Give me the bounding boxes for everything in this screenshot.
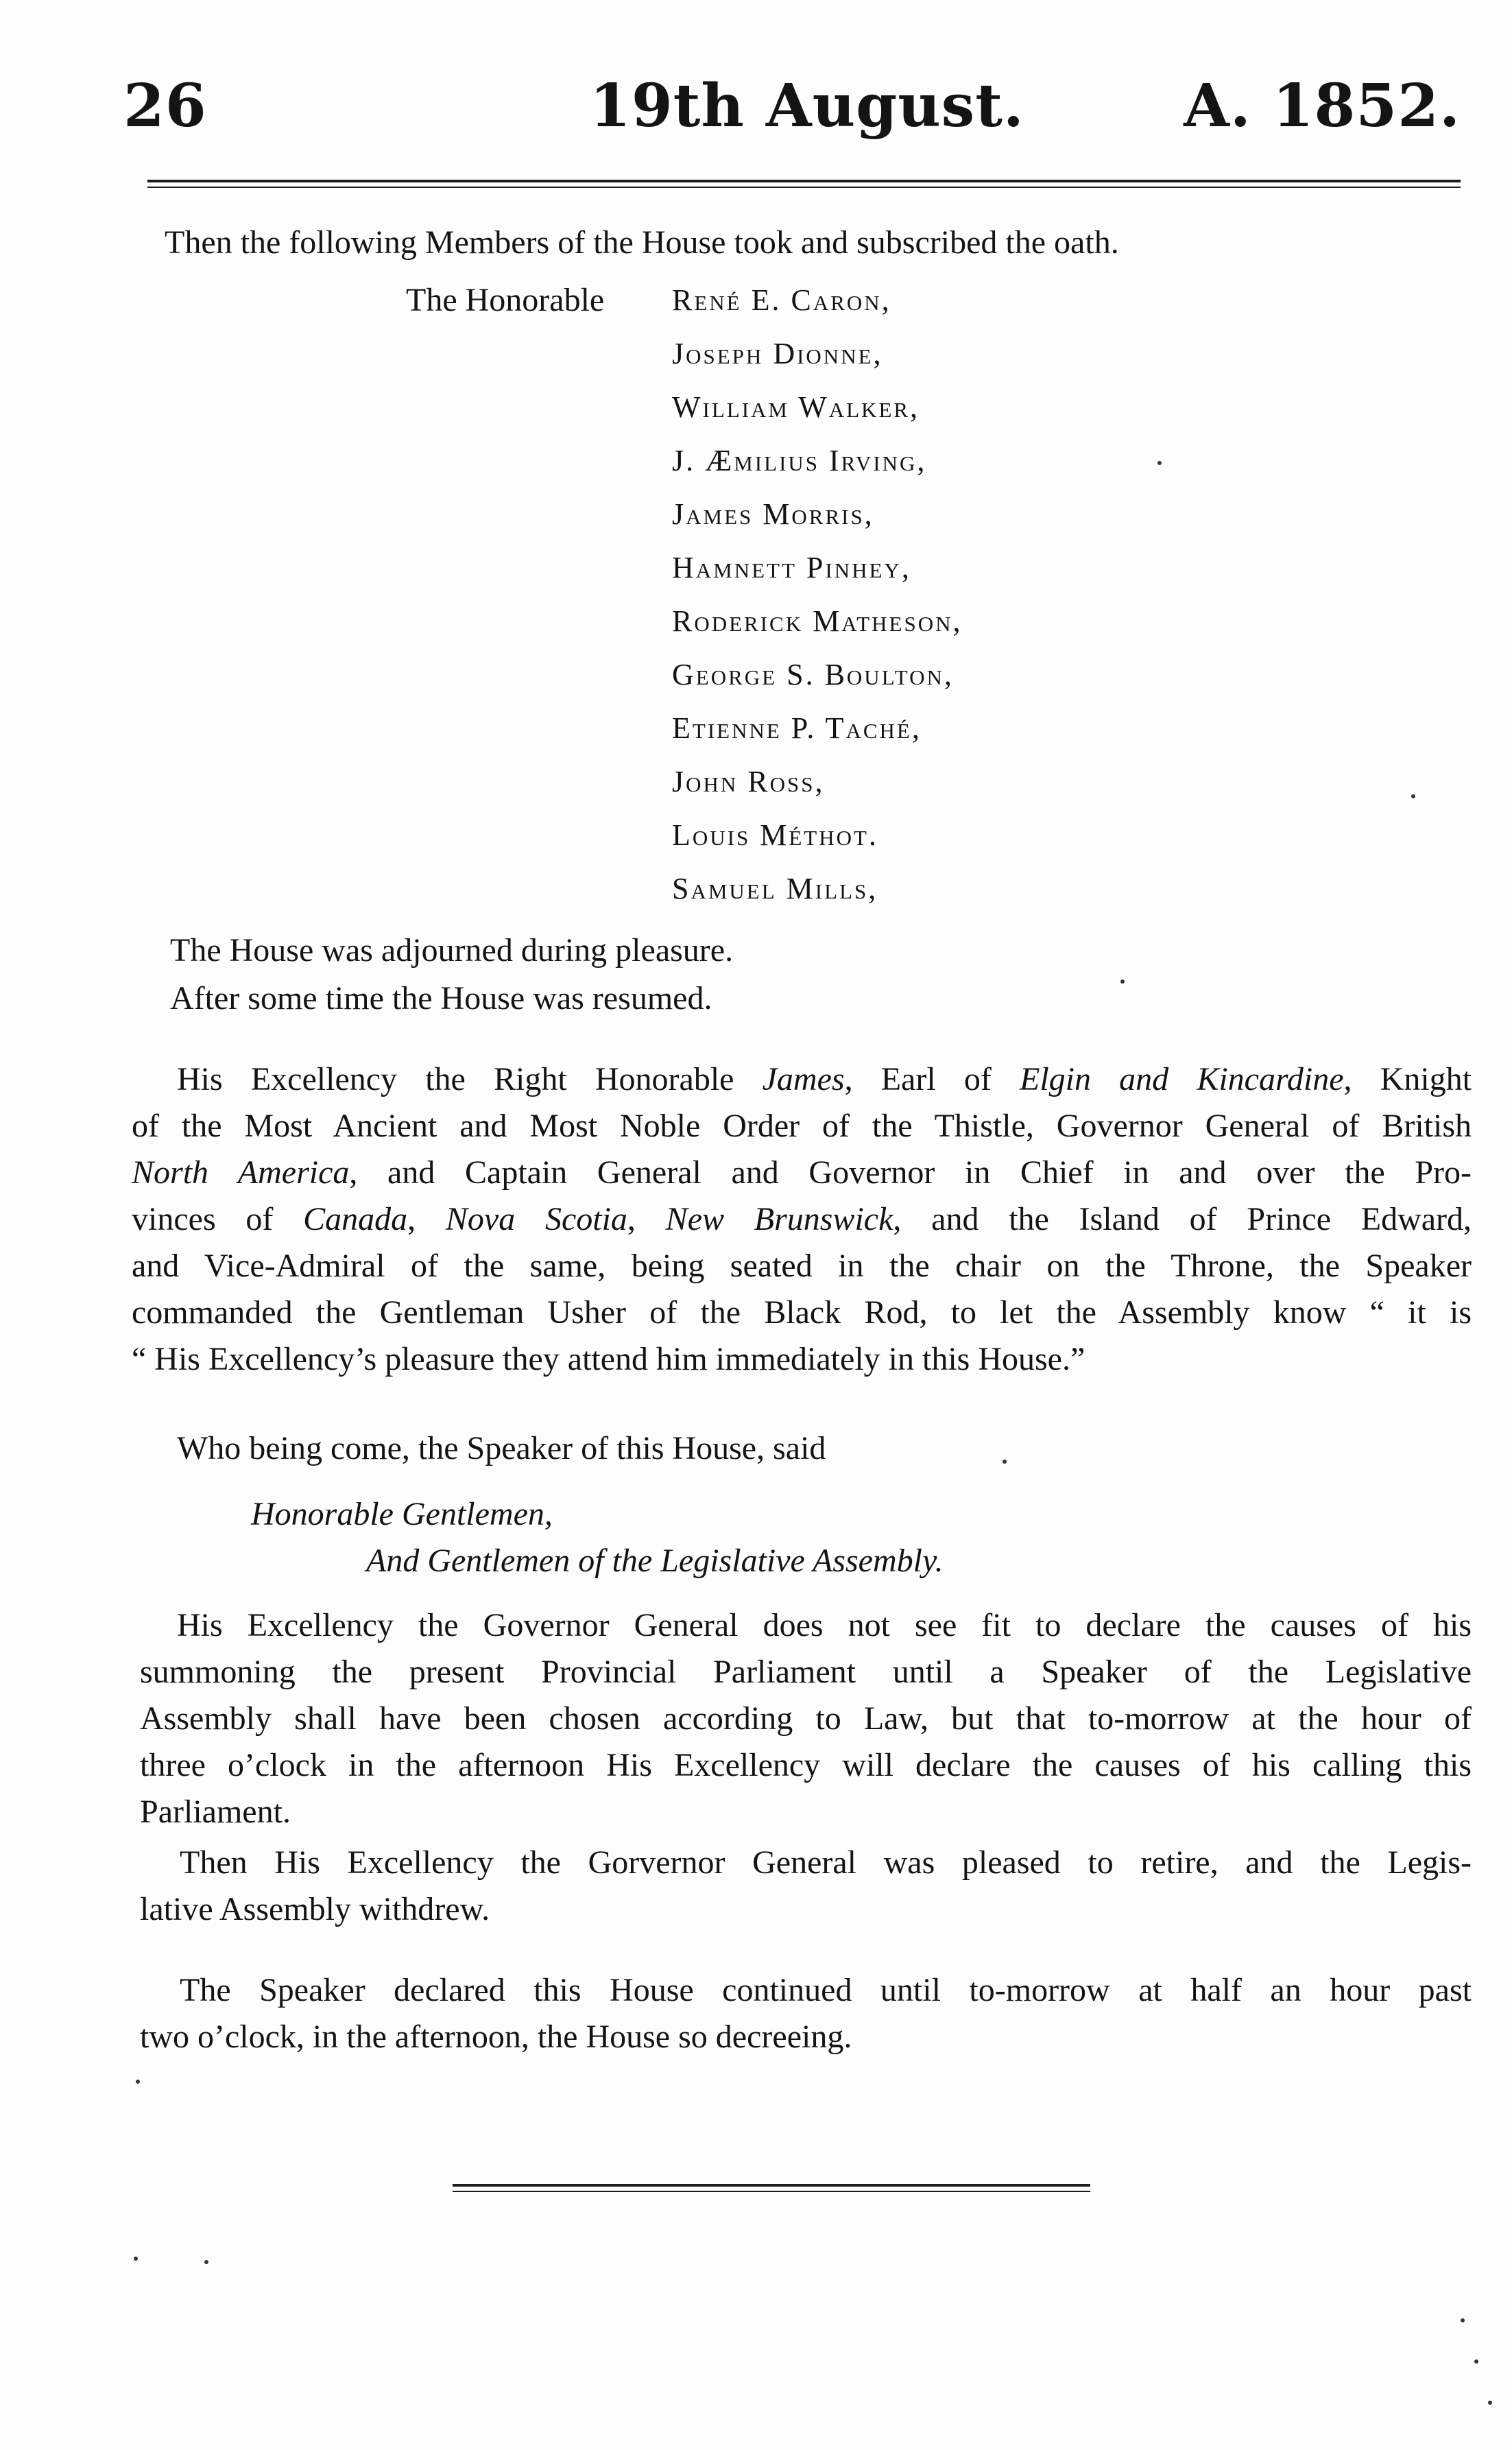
salutation-2: And Gentlemen of the Legislative Assembly. xyxy=(366,1543,944,1579)
retire-line-2: lative Assembly withdrew. xyxy=(140,1891,490,1927)
declaration-line-1: His Excellency the Governor General does not see fit to declare the causes of his xyxy=(177,1607,1472,1643)
salutation-1: Honorable Gentlemen, xyxy=(251,1496,553,1532)
scan-speck xyxy=(134,2257,138,2261)
scan-speck xyxy=(136,2080,140,2084)
member-name: Etienne P. Taché, xyxy=(672,711,922,745)
member-name: James Morris, xyxy=(672,497,874,531)
retire-line-1: Then His Excellency the Gorvernor General was pleased to retire, and the Legis- xyxy=(180,1844,1472,1881)
continued-line-1: The Speaker declared this House continued until to-morrow at half an hour past xyxy=(180,1972,1472,2008)
member-name: William Walker, xyxy=(672,390,920,424)
excellency-line-1: His Excellency the Right Honorable James, Earl of Elgin and Kincardine, Knight xyxy=(177,1061,1472,1097)
who-being-line: Who being come, the Speaker of this House, said xyxy=(177,1430,826,1466)
honorable-prefix: The Honorable xyxy=(406,282,605,318)
excellency-line-4: vinces of Canada, Nova Scotia, New Brunswick, and the Island of Prince Edward, xyxy=(132,1201,1472,1237)
declaration-line-5: Parliament. xyxy=(140,1794,291,1830)
declaration-line-3: Assembly shall have been chosen according to Law, but that to-morrow at the hour of xyxy=(140,1700,1472,1737)
excellency-line-2: of the Most Ancient and Most Noble Order of the Thistle, Governor General of British xyxy=(132,1108,1472,1144)
declaration-line-2: summoning the present Provincial Parliament until a Speaker of the Legislative xyxy=(140,1654,1472,1690)
scan-speck xyxy=(1474,2359,1478,2364)
scan-speck xyxy=(1488,2401,1492,2405)
header-year: A. 1852. xyxy=(1184,71,1461,141)
continued-line-2: two o’clock, in the afternoon, the House so decreeing. xyxy=(140,2019,852,2055)
footer-rule xyxy=(453,2184,1090,2192)
page-number: 26 xyxy=(123,71,207,141)
scan-speck xyxy=(1120,979,1125,984)
page-header xyxy=(123,69,1461,144)
member-name: Joseph Dionne, xyxy=(672,337,883,370)
header-date: 19th August. xyxy=(590,71,1024,141)
member-name: Roderick Matheson, xyxy=(672,604,963,638)
excellency-line-3: North America, and Captain General and Governor in Chief in and over the Pro- xyxy=(132,1154,1472,1191)
member-name: John Ross, xyxy=(672,765,825,798)
header-rule xyxy=(147,180,1461,188)
member-name: Hamnett Pinhey, xyxy=(672,551,911,584)
member-name: George S. Boulton, xyxy=(672,658,954,691)
excellency-line-5: and Vice-Admiral of the same, being seated in the chair on the Throne, the Speaker xyxy=(132,1248,1472,1284)
declaration-line-4: three o’clock in the afternoon His Excellency will declare the causes of his calling this xyxy=(140,1747,1472,1783)
excellency-line-7: “ His Excellency’s pleasure they attend him immediately in this House.” xyxy=(132,1341,1085,1377)
member-name: Louis Méthot. xyxy=(672,818,878,852)
scan-speck xyxy=(1003,1460,1007,1464)
adjourned-line: The House was adjourned during pleasure. xyxy=(170,932,734,968)
member-name: René E. Caron, xyxy=(672,283,891,317)
scan-speck xyxy=(1411,794,1415,798)
scan-speck xyxy=(204,2260,208,2264)
scan-speck xyxy=(1157,461,1162,465)
oath-intro: Then the following Members of the House took and subscribed the oath. xyxy=(165,224,1119,261)
resumed-line: After some time the House was resumed. xyxy=(170,980,712,1016)
scan-speck xyxy=(1461,2318,1465,2322)
member-name: J. Æmilius Irving, xyxy=(672,444,927,477)
excellency-line-6: commanded the Gentleman Usher of the Black Rod, to let the Assembly know “ it is xyxy=(132,1294,1472,1331)
member-name: Samuel Mills, xyxy=(672,872,878,905)
